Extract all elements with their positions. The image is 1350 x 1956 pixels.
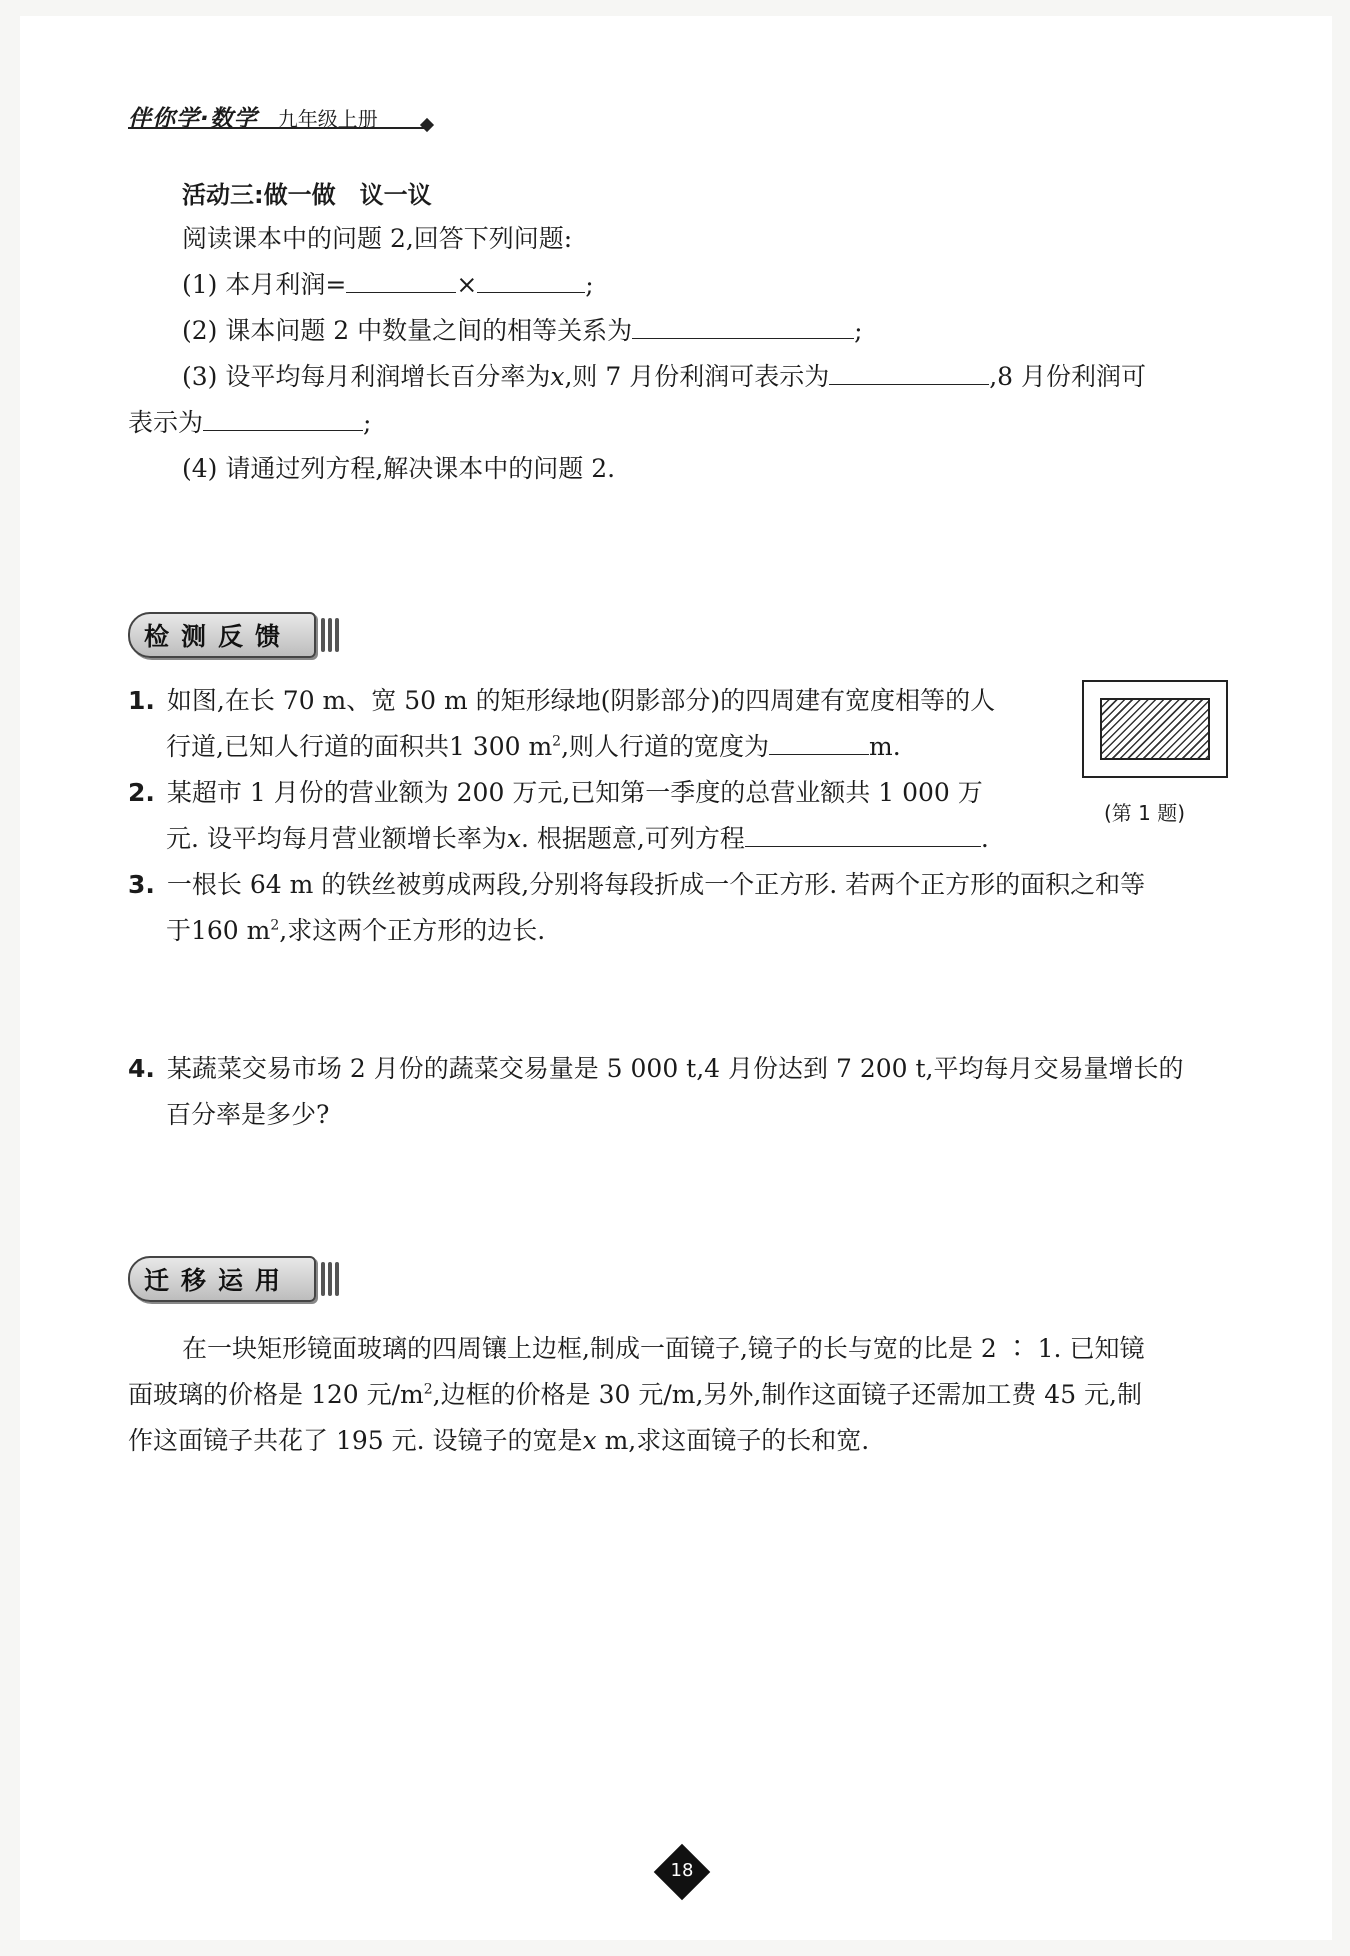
q1-blank-b[interactable] xyxy=(477,270,585,293)
transfer-text-c: 作这面镜子共花了 195 元. 设镜子的宽是 xyxy=(128,1426,583,1455)
shaded-green-area xyxy=(1100,698,1210,760)
transfer-line1: 在一块矩形镜面玻璃的四周镶上边框,制成一面镜子,镜子的长与宽的比是 2 ∶ 1. 已知镜 xyxy=(182,1334,1145,1363)
section-tag-label: 检测反馈 xyxy=(128,612,316,658)
transfer-line3 xyxy=(128,1424,869,1458)
problem-2-blank[interactable] xyxy=(745,824,981,847)
q3-blank-a[interactable] xyxy=(829,362,989,385)
activity-title: 活动三:做一做 议一议 xyxy=(182,181,432,209)
q1-times: × xyxy=(456,270,478,299)
problem-3-line2 xyxy=(166,914,545,948)
problem-2-text-a: 元. 设平均每月营业额增长率为 xyxy=(166,824,507,853)
problem-2-text-b: . 根据题意,可列方程 xyxy=(521,824,745,853)
activity-question-3 xyxy=(182,360,1146,394)
problem-1-sup: 2 xyxy=(552,733,562,750)
activity-question-1 xyxy=(182,268,594,302)
q3-prefix: (3) 设平均每月利润增长百分率为 xyxy=(182,362,551,391)
problem-1-blank[interactable] xyxy=(769,732,869,755)
tag-stripes-icon xyxy=(318,618,339,652)
q2-end: ; xyxy=(854,316,863,345)
transfer-sup: 2 xyxy=(423,1381,433,1398)
problem-3-text-a: 于160 m xyxy=(166,916,271,945)
problem-2-variable: x xyxy=(506,824,522,853)
book-brand: 伴你学·数学 xyxy=(128,106,258,132)
problem-1-text: 如图,在长 70 m、宽 50 m 的矩形绿地(阴影部分)的四周建有宽度相等的人 xyxy=(166,686,996,715)
tag-stripes-icon xyxy=(318,1262,339,1296)
problem-1-end: m. xyxy=(869,732,901,761)
problem-1-line2 xyxy=(166,730,901,764)
problem-4-line1 xyxy=(128,1052,1183,1086)
q2-blank[interactable] xyxy=(632,316,854,339)
q3-mid: ,则 7 月份利润可表示为 xyxy=(564,362,830,391)
problem-4-line2: 百分率是多少? xyxy=(166,1100,330,1129)
q1-prefix: (1) 本月利润= xyxy=(182,270,347,299)
header-rule xyxy=(128,127,426,129)
transfer-line2 xyxy=(128,1378,1142,1412)
section-tag-transfer xyxy=(128,1256,339,1302)
q3-variable: x xyxy=(550,362,565,391)
q3-mid2: ,8 月份利润可 xyxy=(989,362,1147,391)
q1-blank-a[interactable] xyxy=(346,270,456,293)
transfer-text-d: m,求这面镜子的长和宽. xyxy=(604,1426,870,1455)
q3-line2-prefix: 表示为 xyxy=(128,408,204,437)
page-number: 18 xyxy=(670,1860,694,1881)
problem-1-number: 1. xyxy=(128,686,155,715)
problem-3-number: 3. xyxy=(128,870,155,899)
problem-1-caption: (第 1 题) xyxy=(1104,801,1186,825)
q3-end: ; xyxy=(363,408,372,437)
problem-1-line1 xyxy=(128,684,995,718)
problem-4-number: 4. xyxy=(128,1054,155,1083)
problem-1-text-a: 行道,已知人行道的面积共1 300 m xyxy=(166,732,553,761)
transfer-variable: x xyxy=(582,1426,597,1455)
problem-4-text: 某蔬菜交易市场 2 月份的蔬菜交易量是 5 000 t,4 月份达到 7 200 t,平均每月交易量增长的 xyxy=(166,1054,1184,1083)
section-tag-feedback xyxy=(128,612,339,658)
problem-3-text-b: ,求这两个正方形的边长. xyxy=(279,916,546,945)
problem-2-number: 2. xyxy=(128,778,155,807)
problem-2-line1 xyxy=(128,776,983,810)
problem-1-figure xyxy=(1082,680,1228,778)
problem-1-text-b: ,则人行道的宽度为 xyxy=(561,732,770,761)
activity-question-3-line2 xyxy=(128,406,371,440)
problem-2-line2 xyxy=(166,822,989,856)
q2-prefix: (2) 课本问题 2 中数量之间的相等关系为 xyxy=(182,316,633,345)
transfer-text-b: ,边框的价格是 30 元/m,另外,制作这面镜子还需加工费 45 元,制 xyxy=(432,1380,1143,1409)
problem-2-text: 某超市 1 月份的营业额为 200 万元,已知第一季度的总营业额共 1 000 万 xyxy=(166,778,983,807)
activity-intro: 阅读课本中的问题 2,回答下列问题: xyxy=(182,224,573,253)
problem-3-text: 一根长 64 m 的铁丝被剪成两段,分别将每段折成一个正方形. 若两个正方形的面积之和等 xyxy=(166,870,1146,899)
book-grade: 九年级上册 xyxy=(277,107,378,131)
problem-3-line1 xyxy=(128,868,1145,902)
problem-3-sup: 2 xyxy=(270,917,280,934)
activity-question-4: (4) 请通过列方程,解决课本中的问题 2. xyxy=(182,454,616,483)
transfer-text-a: 面玻璃的价格是 120 元/m xyxy=(128,1380,424,1409)
q3-blank-b[interactable] xyxy=(203,408,363,431)
section-tag-label: 迁移运用 xyxy=(128,1256,316,1302)
page xyxy=(20,16,1332,1940)
activity-question-2 xyxy=(182,314,863,348)
q1-end: ; xyxy=(585,270,594,299)
problem-2-end: . xyxy=(980,824,989,853)
